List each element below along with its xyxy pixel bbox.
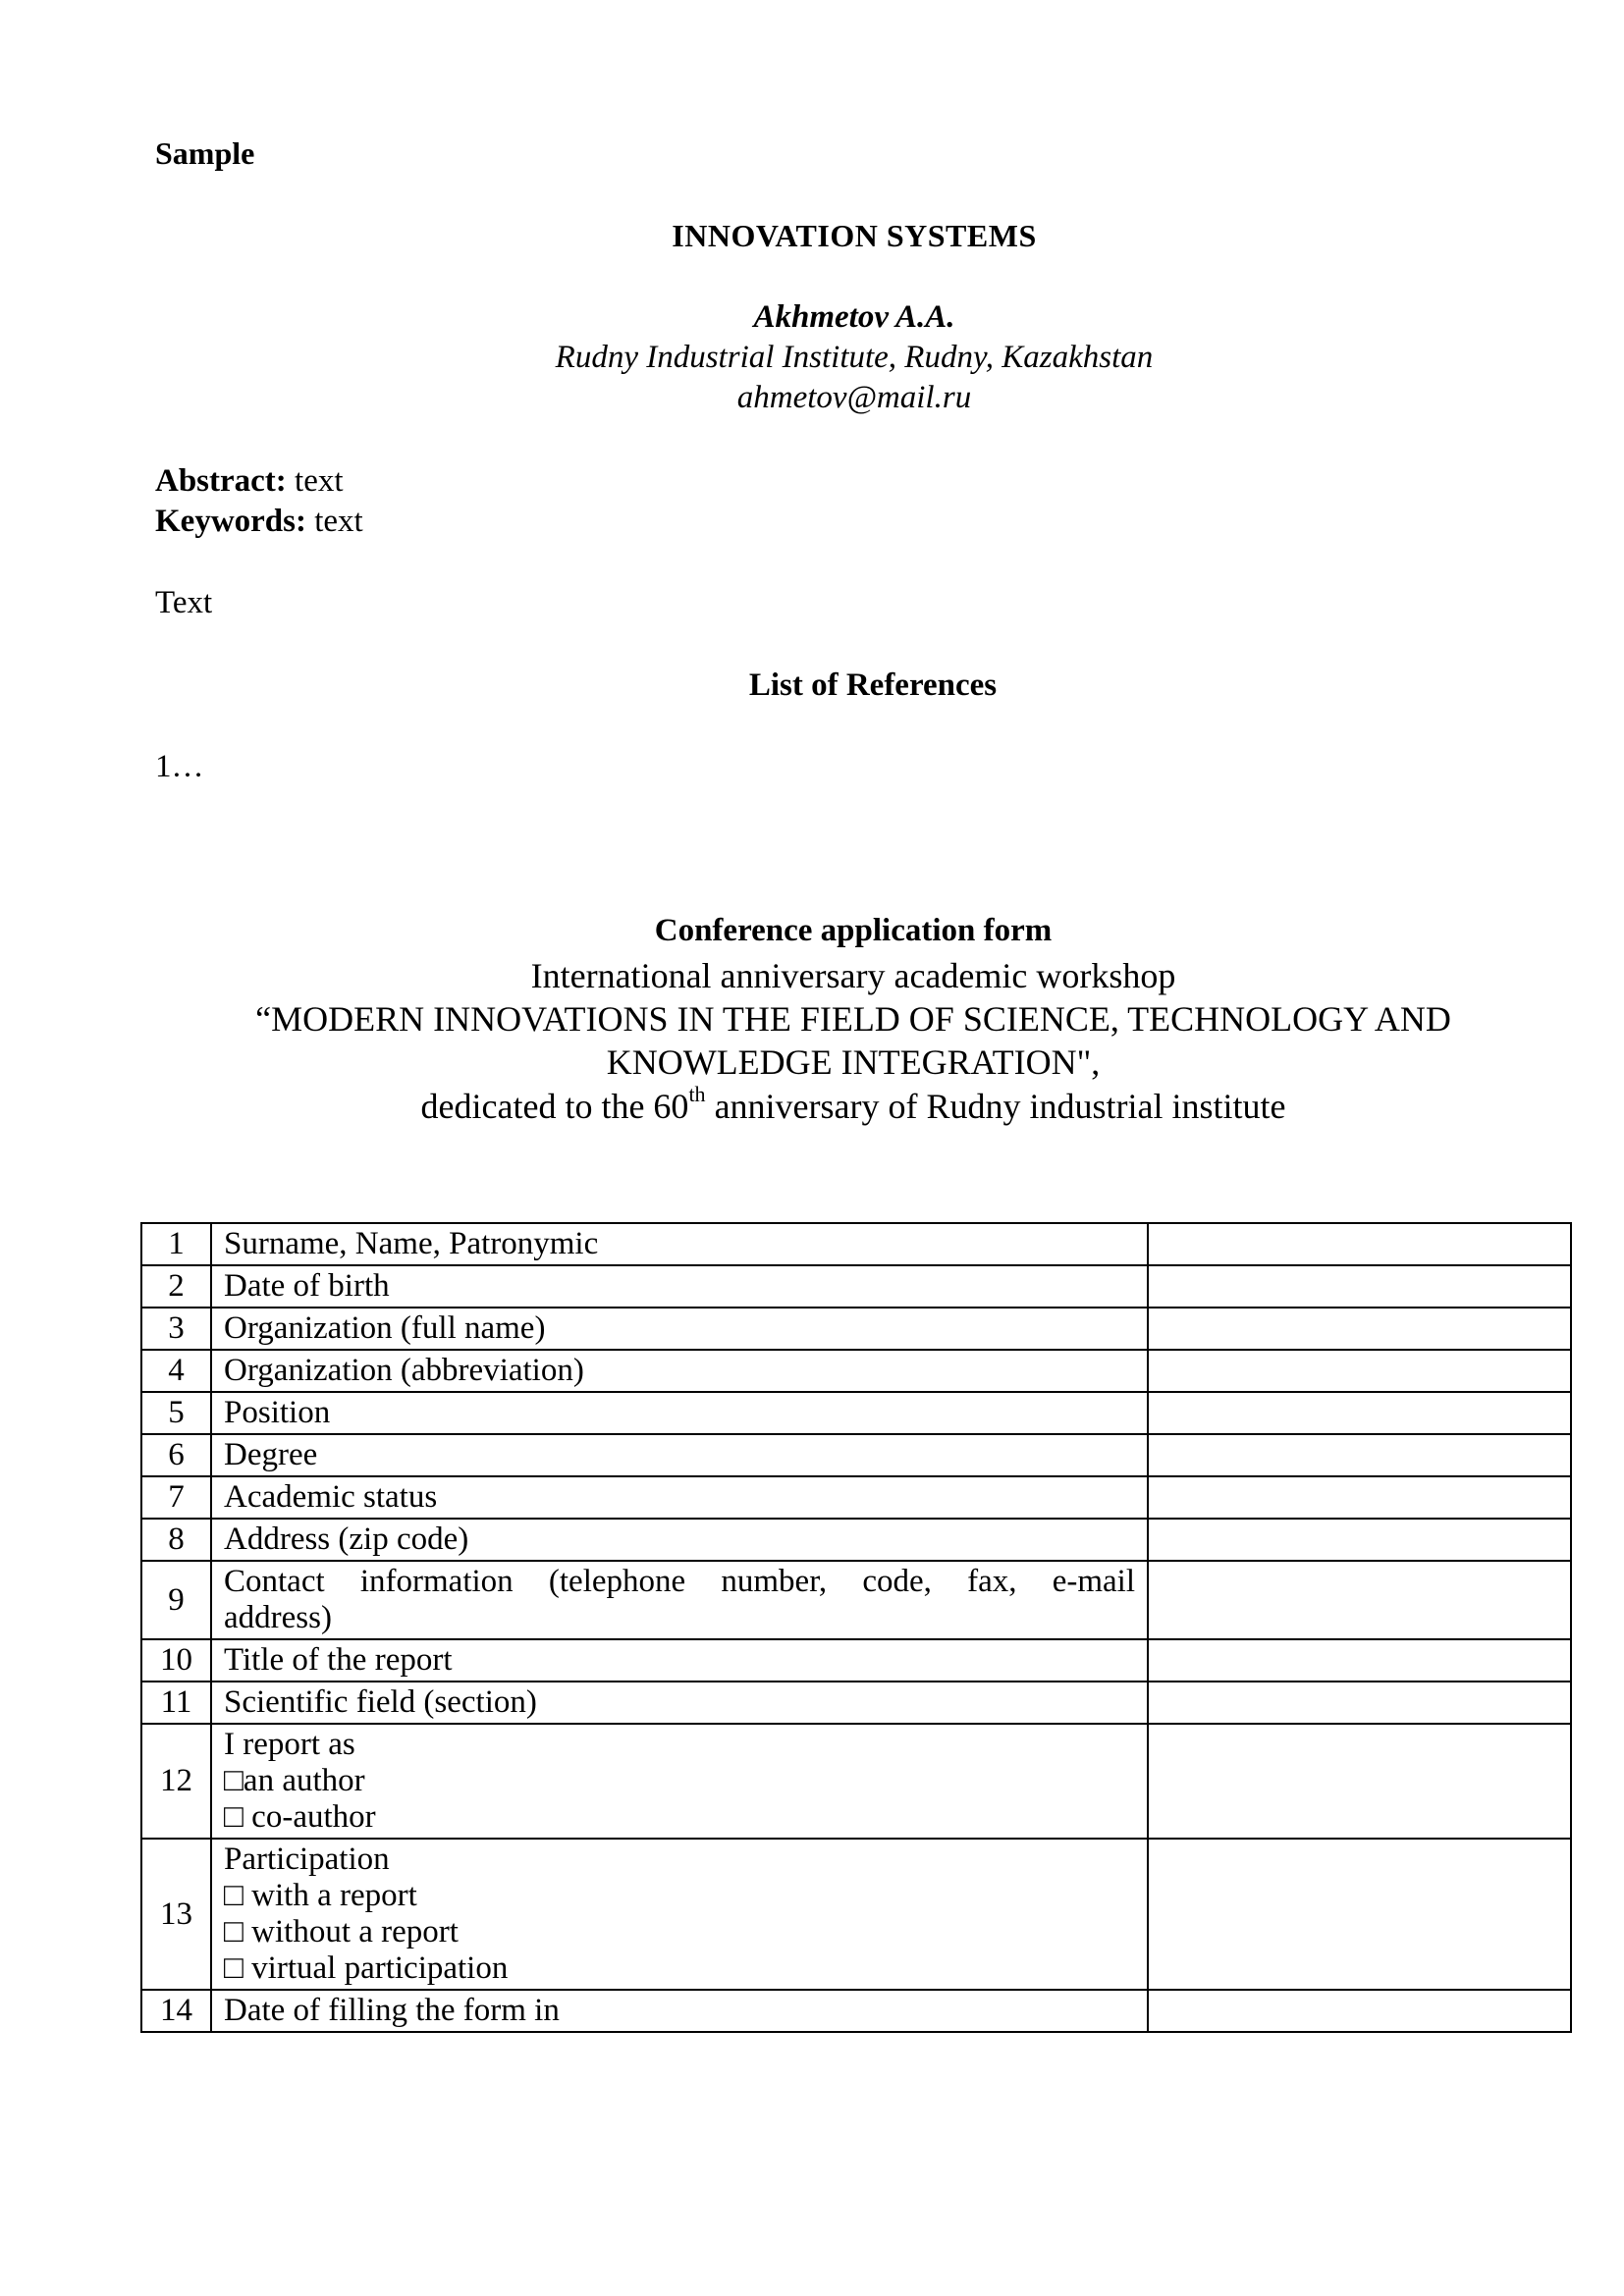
row-number: 13 (141, 1839, 211, 1990)
author-email: ahmetov@mail.ru (736, 380, 972, 415)
row-label: Scientific field (section) (211, 1682, 1148, 1724)
row-label: Address (zip code) (211, 1519, 1148, 1561)
row-answer-cell[interactable] (1148, 1724, 1571, 1839)
row-number: 2 (141, 1265, 211, 1308)
row-answer-cell[interactable] (1148, 1350, 1571, 1392)
table-row (141, 1392, 1571, 1434)
table-row (141, 1265, 1571, 1308)
table-row (141, 1561, 1571, 1639)
row-answer-cell[interactable] (1148, 1639, 1571, 1682)
row-label-line: address) (224, 1600, 332, 1635)
table-row (141, 1350, 1571, 1392)
row-label: Organization (abbreviation) (211, 1350, 1148, 1392)
row-label: Surname, Name, Patronymic (211, 1223, 1148, 1265)
row-label (211, 1561, 1148, 1639)
table-row (141, 1308, 1571, 1350)
form-title: Conference application form (654, 913, 1053, 948)
row-answer-cell[interactable] (1148, 1392, 1571, 1434)
row-number: 4 (141, 1350, 211, 1392)
table-row (141, 1223, 1571, 1265)
row-question: Participation (224, 1842, 390, 1877)
author-checkbox-option[interactable]: □an author (224, 1763, 365, 1798)
with-report-checkbox-option[interactable]: □ with a report (224, 1878, 417, 1913)
row-number: 5 (141, 1392, 211, 1434)
table-row (141, 1839, 1571, 1990)
row-number: 8 (141, 1519, 211, 1561)
row-answer-cell[interactable] (1148, 1519, 1571, 1561)
keywords-text: text (305, 504, 363, 539)
keywords-label: Keywords: (155, 504, 306, 539)
row-number: 3 (141, 1308, 211, 1350)
event-name-line-2: KNOWLEDGE INTEGRATION", (606, 1042, 1101, 1082)
row-answer-cell[interactable] (1148, 1990, 1571, 2032)
form-subtitle: International anniversary academic workshop (530, 956, 1176, 995)
virtual-participation-checkbox-option[interactable]: □ virtual participation (224, 1950, 509, 1986)
row-label: Position (211, 1392, 1148, 1434)
row-label (211, 1839, 1148, 1990)
row-question: I report as (224, 1727, 355, 1762)
table-row (141, 1519, 1571, 1561)
row-number: 14 (141, 1990, 211, 2032)
keywords-line (155, 504, 363, 540)
table-row (141, 1639, 1571, 1682)
row-answer-cell[interactable] (1148, 1434, 1571, 1476)
row-answer-cell[interactable] (1148, 1223, 1571, 1265)
row-answer-cell[interactable] (1148, 1561, 1571, 1639)
row-number: 1 (141, 1223, 211, 1265)
row-answer-cell[interactable] (1148, 1839, 1571, 1990)
dedication-before: dedicated to the 60 (420, 1087, 689, 1126)
form-dedication (137, 1082, 1569, 1127)
row-number: 12 (141, 1724, 211, 1839)
row-label (211, 1724, 1148, 1839)
application-form-table (140, 1222, 1572, 2033)
row-label: Degree (211, 1434, 1148, 1476)
author-affiliation: Rudny Industrial Institute, Rudny, Kazakhstan (555, 340, 1154, 375)
abstract-line (155, 463, 344, 500)
row-number: 9 (141, 1561, 211, 1639)
row-label: Organization (full name) (211, 1308, 1148, 1350)
dedication-ordinal: th (688, 1082, 706, 1106)
row-answer-cell[interactable] (1148, 1308, 1571, 1350)
table-row (141, 1682, 1571, 1724)
dedication-after: anniversary of Rudny industrial institute (705, 1087, 1286, 1126)
body-text: Text (155, 585, 213, 620)
references-heading: List of References (748, 667, 998, 703)
table-row (141, 1990, 1571, 2032)
row-answer-cell[interactable] (1148, 1265, 1571, 1308)
paper-title: INNOVATION SYSTEMS (672, 218, 1037, 253)
row-answer-cell[interactable] (1148, 1476, 1571, 1519)
event-name-line-1: “MODERN INNOVATIONS IN THE FIELD OF SCIENCE, TECHNOLOGY AND (255, 999, 1451, 1039)
row-number: 6 (141, 1434, 211, 1476)
row-label: Date of filling the form in (211, 1990, 1148, 2032)
coauthor-checkbox-option[interactable]: □ co-author (224, 1799, 376, 1835)
abstract-label: Abstract: (155, 463, 287, 499)
table-row (141, 1724, 1571, 1839)
row-number: 10 (141, 1639, 211, 1682)
row-label: Title of the report (211, 1639, 1148, 1682)
row-label: Academic status (211, 1476, 1148, 1519)
reference-item: 1… (155, 749, 204, 784)
row-label: Date of birth (211, 1265, 1148, 1308)
abstract-text: text (286, 463, 344, 499)
row-number: 7 (141, 1476, 211, 1519)
row-label-line: Contact information (telephone number, code, fax, e-mail (224, 1564, 1135, 1599)
without-report-checkbox-option[interactable]: □ without a report (224, 1914, 459, 1949)
table-row (141, 1476, 1571, 1519)
author-name: Akhmetov A.A. (753, 299, 955, 335)
row-number: 11 (141, 1682, 211, 1724)
table-row (141, 1434, 1571, 1476)
sample-label: Sample (155, 135, 255, 171)
row-answer-cell[interactable] (1148, 1682, 1571, 1724)
